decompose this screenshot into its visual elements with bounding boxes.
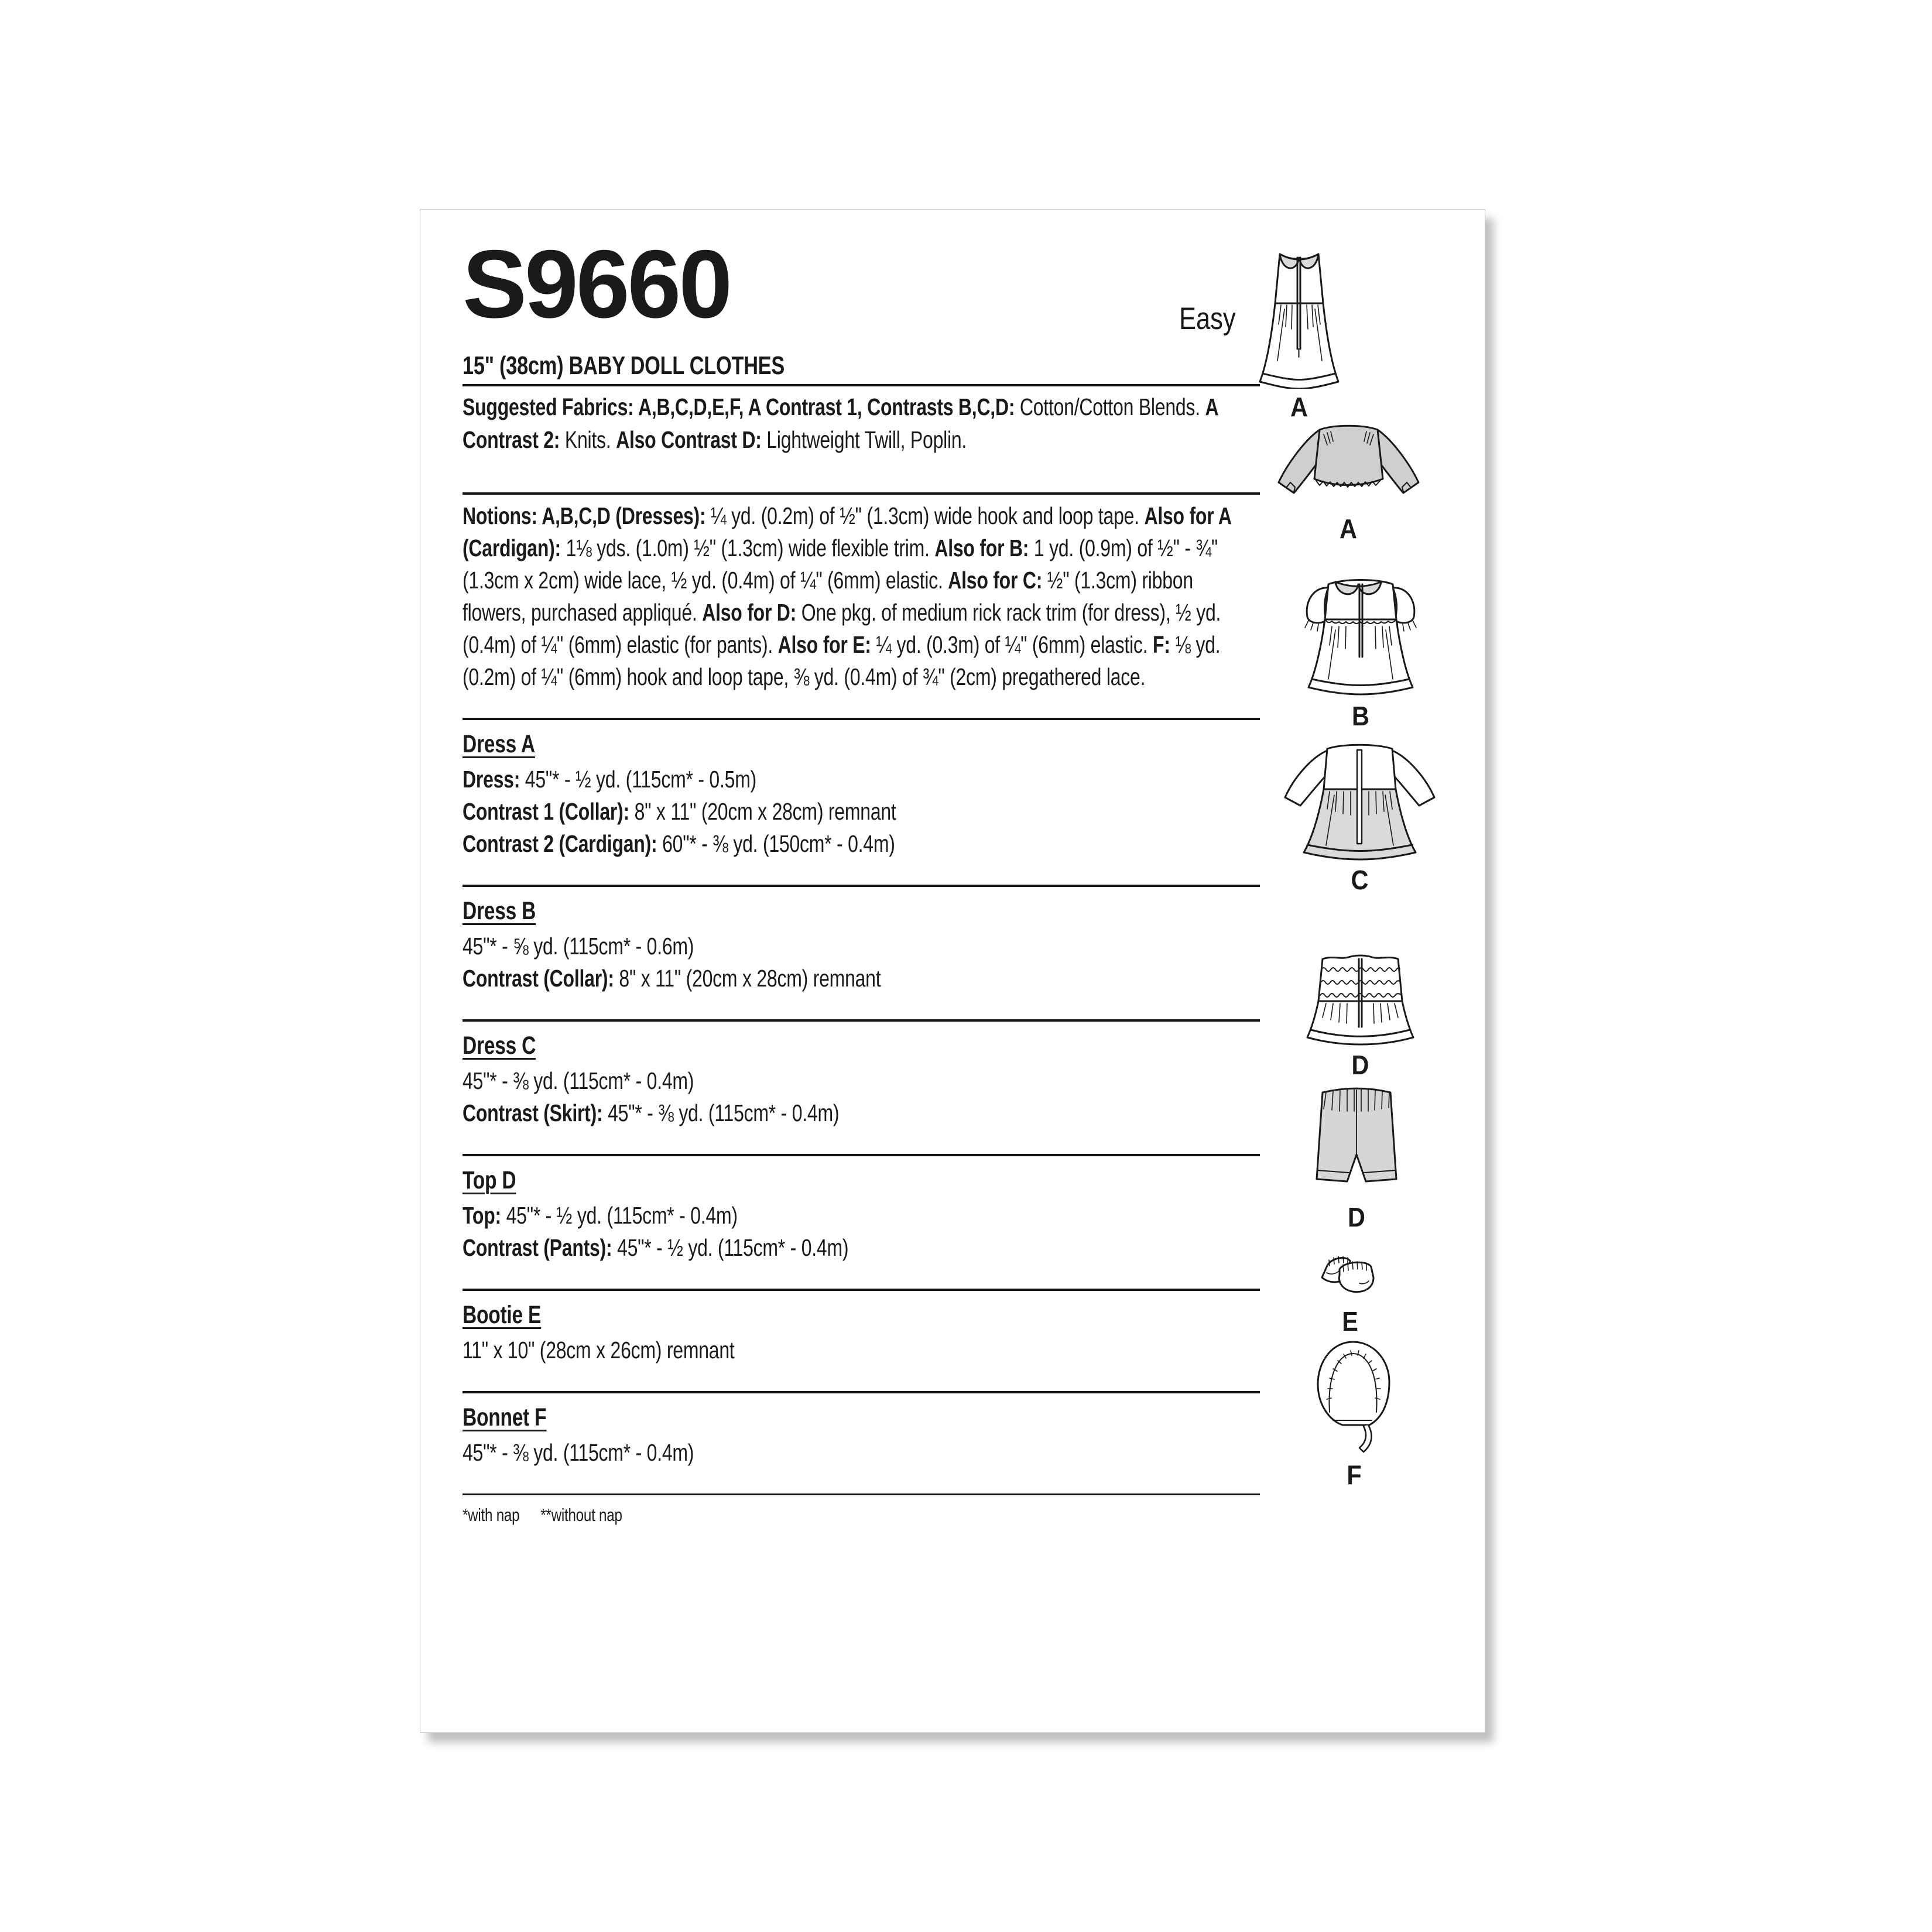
illustration-label: F: [1347, 1460, 1362, 1490]
yardage-line: 45"* - ⅝ yd. (115cm* - 0.6m): [463, 933, 694, 960]
illustration-label: C: [1351, 865, 1369, 895]
illustration-dress-b: [1287, 574, 1434, 732]
section-heading: Dress B: [463, 897, 536, 925]
illustration-cardigan-a: [1267, 422, 1430, 544]
yardage-line: 11" x 10" (28cm x 26cm) remnant: [463, 1337, 735, 1364]
footnote-rule: [463, 1493, 1260, 1495]
yardage-line: Contrast 2 (Cardigan): 60"* - ⅜ yd. (150cm* - 0.4m): [463, 830, 895, 857]
illustration-label: E: [1342, 1306, 1358, 1337]
footnote-without-nap: **without nap: [540, 1505, 622, 1525]
yardage-line: Contrast (Collar): 8" x 11" (20cm x 28cm) remnant: [463, 965, 881, 992]
illustration-label: D: [1351, 1050, 1369, 1080]
pattern-subtitle: 15" (38cm) BABY DOLL CLOTHES: [463, 351, 785, 380]
divider-rule: [463, 384, 1260, 386]
yardage-line: Contrast 1 (Collar): 8" x 11" (20cm x 28cm) remnant: [463, 798, 896, 825]
illustration-label: D: [1348, 1202, 1365, 1232]
illustration-bootie-e: [1313, 1249, 1388, 1337]
section-bonnet-f: [463, 1393, 1259, 1493]
yardage-line: Dress: 45"* - ½ yd. (115cm* - 0.5m): [463, 766, 757, 793]
section-dress-b: [463, 887, 1259, 1019]
text-column: [463, 230, 1260, 1527]
illustration-bonnet-f: [1310, 1337, 1398, 1491]
pattern-number: S9660: [463, 230, 731, 338]
divider-rule: [463, 492, 1260, 495]
illustration-label: B: [1352, 701, 1369, 731]
section-heading: Top D: [463, 1166, 516, 1194]
pattern-envelope-back-page: [420, 209, 1485, 1733]
section-heading: Bonnet F: [463, 1403, 547, 1431]
yardage-line: Contrast (Skirt): 45"* - ⅜ yd. (115cm* - 0.4m): [463, 1099, 840, 1126]
difficulty-label: Easy: [1179, 302, 1236, 336]
cardigan-icon: [1268, 422, 1429, 511]
section-heading: Bootie E: [463, 1301, 542, 1329]
section-heading: Dress A: [463, 730, 535, 758]
yardage-line: 45"* - ⅜ yd. (115cm* - 0.4m): [463, 1067, 694, 1094]
yardage-line: Contrast (Pants): 45"* - ½ yd. (115cm* - 0.4m): [463, 1234, 849, 1261]
long-sleeve-dress-icon: [1273, 741, 1446, 862]
suggested-fabrics-paragraph: Suggested Fabrics: A,B,C,D,E,F, A Contrast 1, Contrasts B,C,D: Cotton/Cotton Blends. A Contrast 2: Knits. Also Contrast D: Lightweight Twill, Poplin.: [463, 393, 1218, 453]
illustration-label: A: [1290, 392, 1308, 422]
booties-icon: [1314, 1249, 1387, 1303]
footnote-with-nap: *with nap: [463, 1505, 520, 1525]
puff-sleeve-dress-icon: [1287, 574, 1434, 698]
section-bootie-e: [463, 1291, 1259, 1391]
illustration-dress-a: [1242, 248, 1356, 423]
smocked-top-icon: [1300, 952, 1420, 1047]
illustration-label: A: [1340, 513, 1357, 544]
bonnet-icon: [1312, 1337, 1397, 1457]
section-dress-c: [463, 1022, 1259, 1154]
footnote: [463, 1503, 1259, 1527]
illustration-dress-c: [1273, 741, 1447, 896]
section-top-d: [463, 1156, 1259, 1289]
notions-paragraph: Notions: A,B,C,D (Dresses): ¼ yd. (0.2m) of ½" (1.3cm) wide hook and loop tape. Also for A (Cardigan): 1⅛ yds. (1.0m) ½" (1.3cm) wide flexible trim. Also for B: 1 yd. (0.9m) of ½" - ¾" (1.3cm x 2cm) wide lace, ½ yd. (0.4m) of ¼" (6mm) elastic. Also for C: ½" (1.3cm) ribbon flowers, purchased appliqué. Also for D: One pkg. of medium rick rack trim (for dress), ½ yd. (0.4m) of ¼" (6mm) elastic (for pants). Also for E: ¼ yd. (0.3m) of ¼" (6mm) elastic. F: ⅛ yd. (0.2m) of ¼" (6mm) hook and loop tape, ⅜ yd. (0.4m) of ¾" (2cm) pregathered lace.: [463, 502, 1231, 690]
section-heading: Dress C: [463, 1032, 536, 1060]
pants-icon: [1304, 1084, 1409, 1199]
yardage-line: Top: 45"* - ½ yd. (115cm* - 0.4m): [463, 1202, 738, 1229]
illustration-top-d: [1300, 952, 1421, 1081]
illustration-pants-d: [1303, 1084, 1410, 1233]
sleeveless-dress-back-view-icon: [1244, 248, 1355, 389]
yardage-line: 45"* - ⅜ yd. (115cm* - 0.4m): [463, 1439, 694, 1466]
section-dress-a: [463, 720, 1259, 885]
